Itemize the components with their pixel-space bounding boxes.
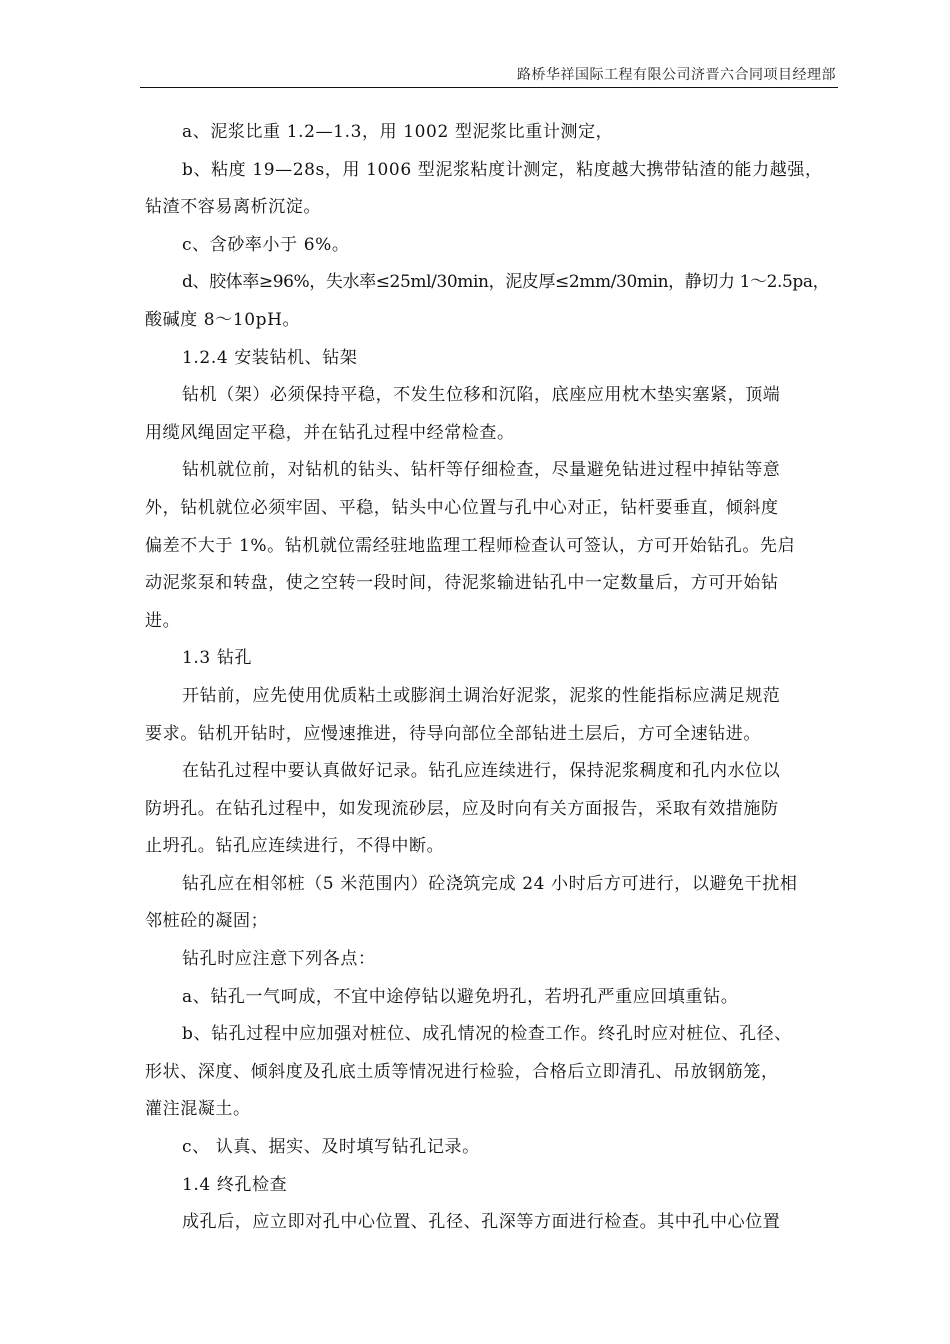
text-line: 动泥浆泵和转盘，使之空转一段时间，待泥浆输进钻孔中一定数量后，方可开始钻 xyxy=(145,573,779,594)
text-line: 钻机（架）必须保持平稳，不发生位移和沉陷，底座应用枕木垫实塞紧，顶端 xyxy=(182,385,781,406)
text-line: 酸碱度 8～10pH。 xyxy=(145,309,301,330)
text-line: 形状、深度、倾斜度及孔底土质等情况进行检验，合格后立即清孔、吊放钢筋笼， xyxy=(145,1061,779,1082)
text-line: d、胶体率≥96%，失水率≤25ml/30min，泥皮厚≤2mm/30min，静切力 1～2.5pa， xyxy=(182,272,830,293)
text-line: 在钻孔过程中要认真做好记录。钻孔应连续进行，保持泥浆稠度和孔内水位以 xyxy=(182,761,781,782)
text-line: 止坍孔。钻孔应连续进行，不得中断。 xyxy=(145,836,445,857)
text-line: 钻孔时应注意下列各点： xyxy=(182,949,376,970)
text-line: c、含砂率小于 6%。 xyxy=(182,234,350,255)
text-line: a、泥浆比重 1.2—1.3，用 1002 型泥浆比重计测定， xyxy=(182,122,614,142)
text-line: 防坍孔。在钻孔过程中，如发现流砂层，应及时向有关方面报告，采取有效措施防 xyxy=(145,798,779,819)
page-header: 路桥华祥国际工程有限公司济晋六合同项目经理部 xyxy=(517,67,836,83)
text-line: 1.2.4 安装钻机、钻架 xyxy=(182,347,358,368)
text-line: 进。 xyxy=(145,610,181,631)
text-line: 用缆风绳固定平稳，并在钻孔过程中经常检查。 xyxy=(145,422,515,443)
text-line: 钻孔应在相邻桩（5 米范围内）砼浇筑完成 24 小时后方可进行，以避免干扰相 xyxy=(182,873,798,894)
text-line: 偏差不大于 1%。钻机就位需经驻地监理工程师检查认可签认，方可开始钻孔。先启 xyxy=(145,535,796,556)
text-line: 钻机就位前，对钻机的钻头、钻杆等仔细检查，尽量避免钻进过程中掉钻等意 xyxy=(182,460,781,481)
text-line: b、钻孔过程中应加强对桩位、成孔情况的检查工作。终孔时应对桩位、孔径、 xyxy=(182,1024,792,1045)
text-line: 外，钻机就位必须牢固、平稳，钻头中心位置与孔中心对正，钻杆要垂直，倾斜度 xyxy=(145,497,779,518)
text-line: a、钻孔一气呵成，不宜中途停钻以避免坍孔，若坍孔严重应回填重钻。 xyxy=(182,986,739,1007)
text-line: b、粘度 19—28s，用 1006 型泥浆粘度计测定，粘度越大携带钻渣的能力越强， xyxy=(182,159,823,180)
text-line: c、 认真、据实、及时填写钻孔记录。 xyxy=(182,1137,480,1158)
text-line: 开钻前，应先使用优质粘土或膨润土调治好泥浆，泥浆的性能指标应满足规范 xyxy=(182,685,781,706)
text-line: 钻渣不容易离析沉淀。 xyxy=(145,197,321,218)
body-text xyxy=(145,114,835,1242)
text-line: 1.4 终孔检查 xyxy=(182,1174,288,1195)
header-divider xyxy=(140,87,838,88)
text-line: 邻桩砼的凝固； xyxy=(145,911,269,932)
text-line: 灌注混凝土。 xyxy=(145,1099,251,1120)
text-line: 要求。钻机开钻时，应慢速推进，待导向部位全部钻进土层后，方可全速钻进。 xyxy=(145,723,761,744)
text-line: 成孔后，应立即对孔中心位置、孔径、孔深等方面进行检查。其中孔中心位置 xyxy=(182,1212,781,1233)
text-line: 1.3 钻孔 xyxy=(182,648,253,669)
